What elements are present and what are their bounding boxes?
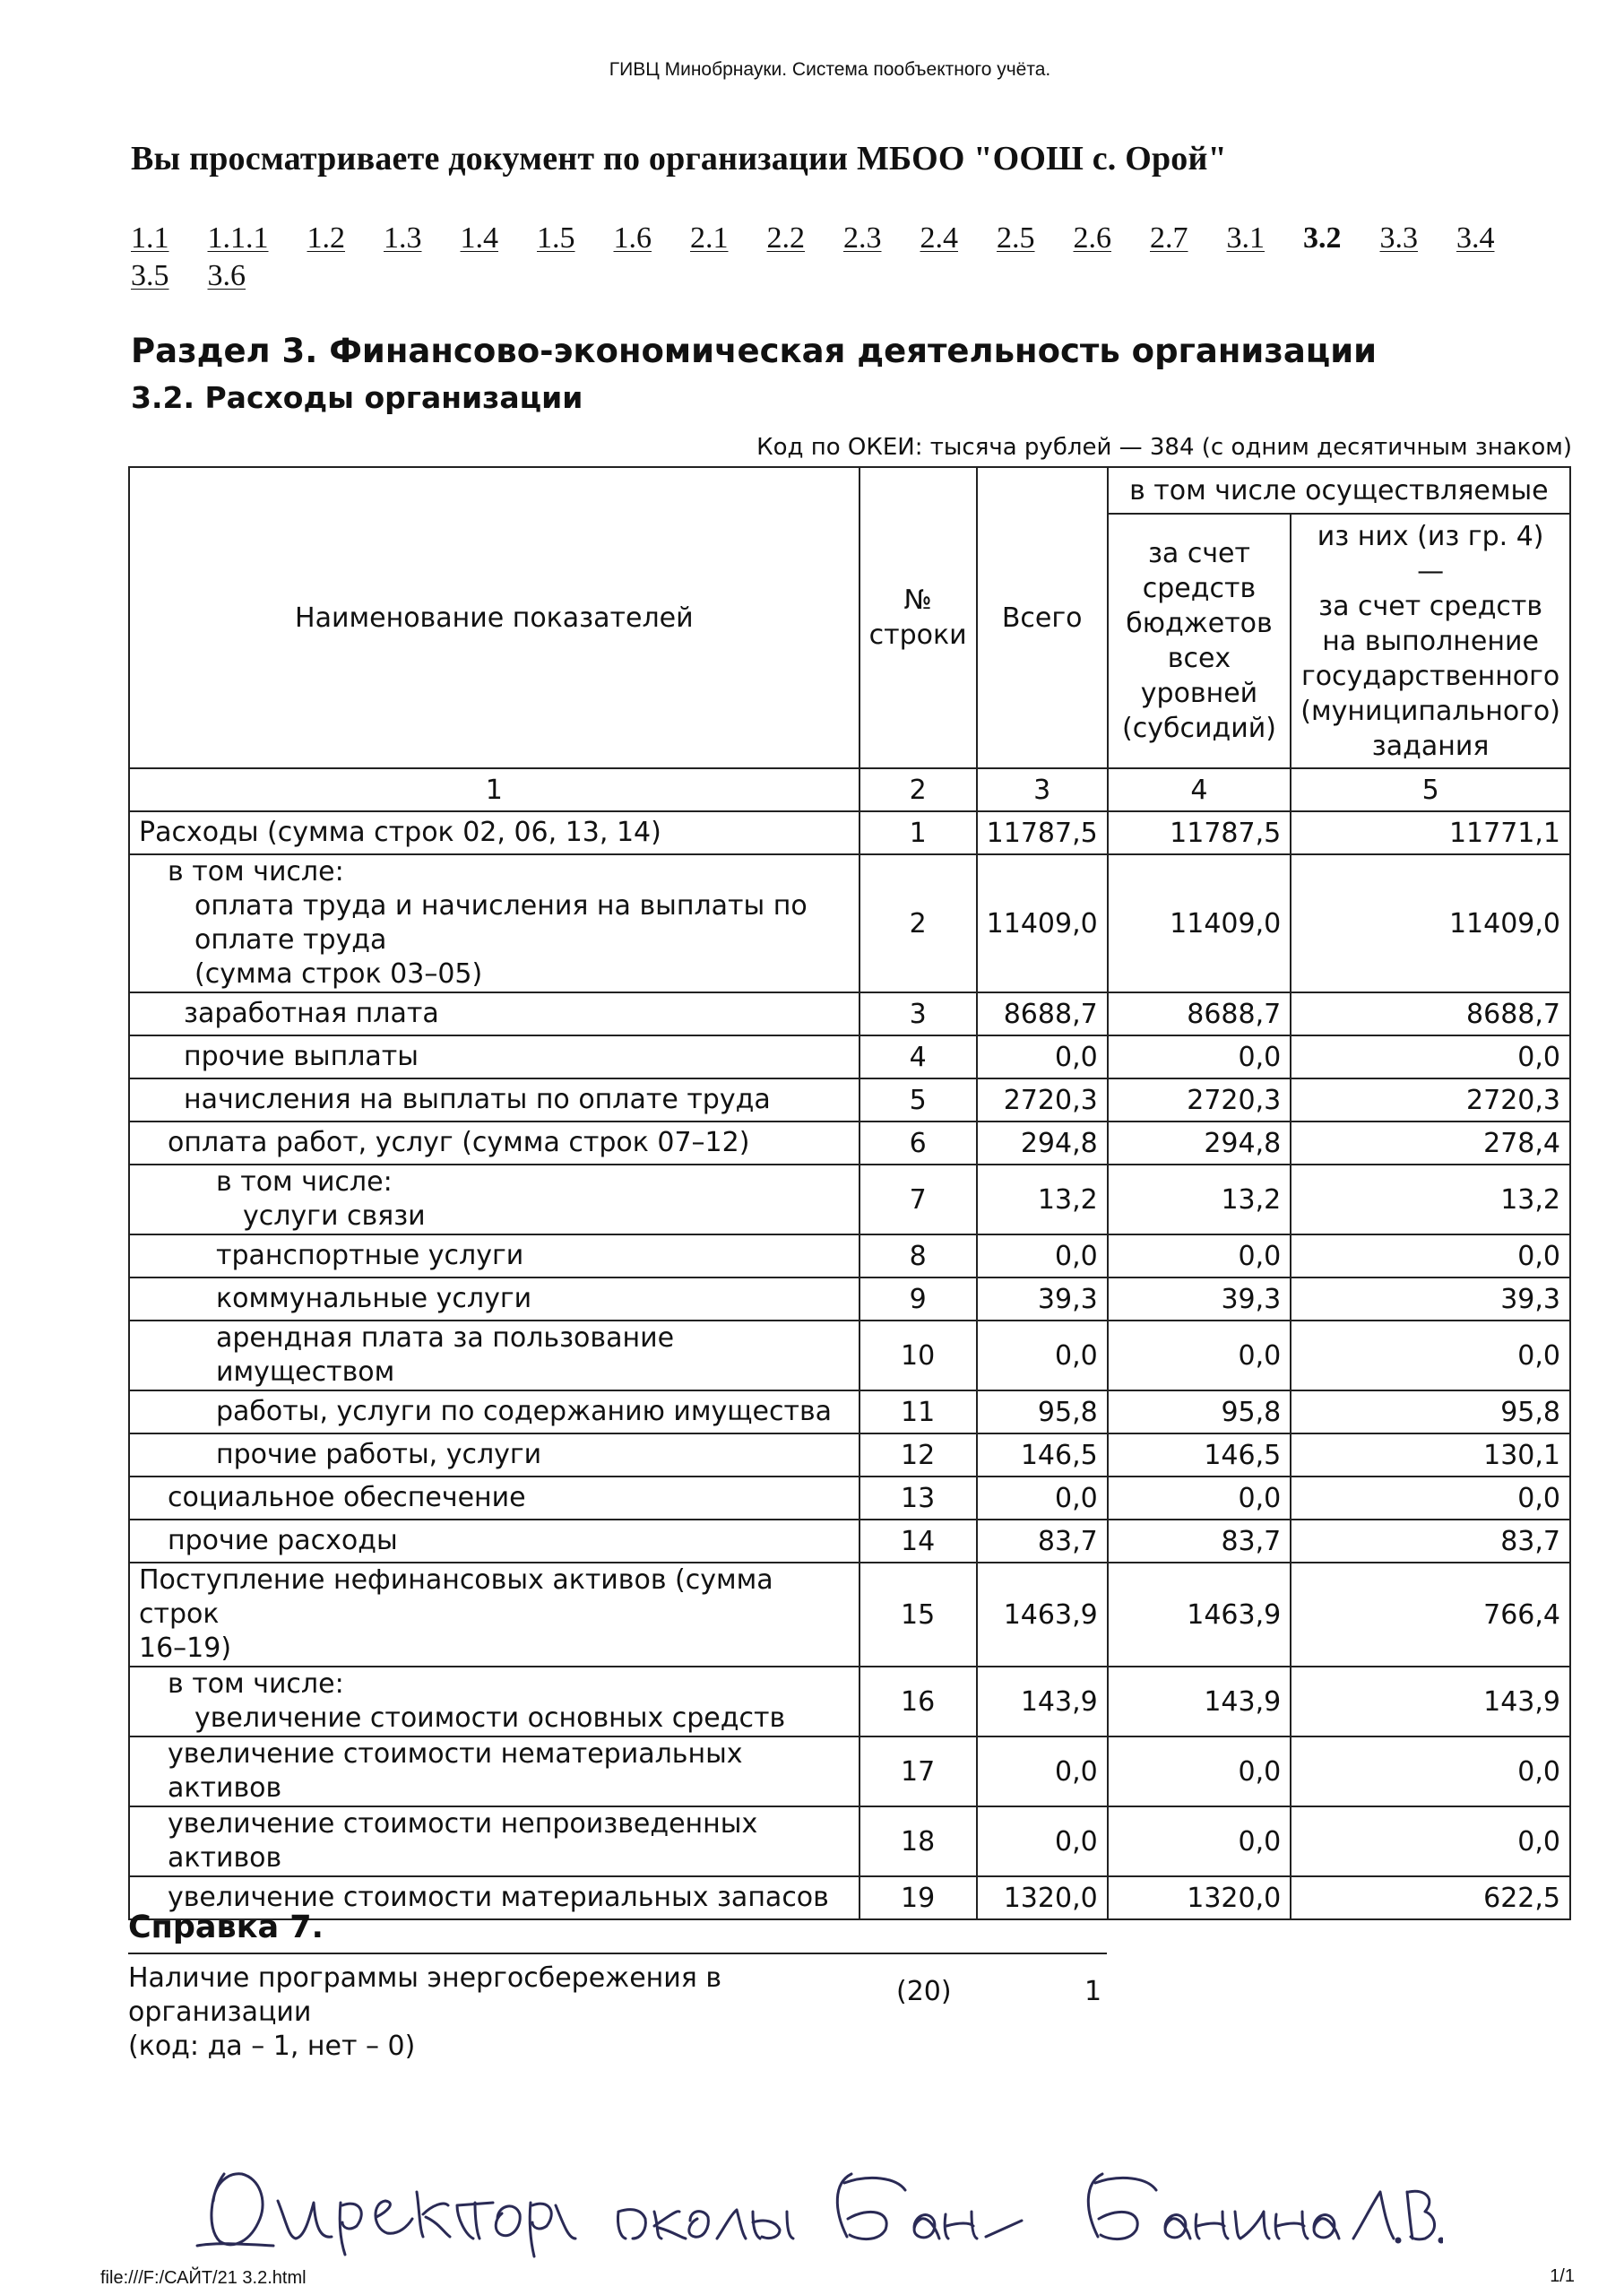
row-budget: 2720,3 (1108, 1078, 1291, 1122)
row-total: 95,8 (977, 1390, 1108, 1433)
row-budget: 0,0 (1108, 1477, 1291, 1520)
row-name: Расходы (сумма строк 02, 06, 13, 14) (129, 811, 860, 854)
row-budget: 146,5 (1108, 1433, 1291, 1477)
row-total: 0,0 (977, 1477, 1108, 1520)
row-number: 5 (860, 1078, 977, 1122)
table-row (129, 854, 1570, 992)
row-total: 0,0 (977, 1234, 1108, 1277)
row-total: 0,0 (977, 1806, 1108, 1876)
header-total: Всего (977, 467, 1108, 768)
row-assignment: 95,8 (1291, 1390, 1570, 1433)
row-number: 3 (860, 992, 977, 1035)
row-assignment: 0,0 (1291, 1321, 1570, 1390)
row-budget: 8688,7 (1108, 992, 1291, 1035)
table-row (129, 811, 1570, 854)
row-assignment: 0,0 (1291, 1806, 1570, 1876)
row-name: прочие выплаты (129, 1035, 860, 1078)
row-budget: 0,0 (1108, 1736, 1291, 1806)
nav-link-2-5[interactable]: 2.5 (997, 221, 1035, 255)
table-row (129, 1165, 1570, 1234)
nav-link-1-3[interactable]: 1.3 (384, 221, 422, 255)
footer-file-path: file:///F:/САЙТ/21 3.2.html (100, 2268, 307, 2288)
row-total: 11409,0 (977, 854, 1108, 992)
row-total: 146,5 (977, 1433, 1108, 1477)
table-row (129, 1876, 1570, 1919)
row-number: 8 (860, 1234, 977, 1277)
row-name: арендная плата за пользование имуществом (129, 1321, 860, 1390)
header-name: Наименование показателей (129, 467, 860, 768)
row-assignment: 143,9 (1291, 1667, 1570, 1736)
col-number: 5 (1291, 768, 1570, 811)
row-assignment: 0,0 (1291, 1736, 1570, 1806)
row-assignment: 0,0 (1291, 1477, 1570, 1520)
row-total: 1463,9 (977, 1563, 1108, 1667)
row-name: в том числе: оплата труда и начисления на выплаты по оплате труда (сумма строк 03–05) (129, 854, 860, 992)
row-name: начисления на выплаты по оплате труда (129, 1078, 860, 1122)
row-total: 1320,0 (977, 1876, 1108, 1919)
divider (128, 1953, 1107, 1954)
nav-link-1-1[interactable]: 1.1 (131, 221, 169, 255)
row-name: прочие работы, услуги (129, 1433, 860, 1477)
nav-current-3-2: 3.2 (1303, 221, 1342, 255)
nav-link-1-1-1[interactable]: 1.1.1 (207, 221, 269, 255)
document-title: Вы просматриваете документ по организации МБОО "ООШ с. Орой" (131, 140, 1227, 178)
spravka-code: (20) (896, 1976, 952, 2007)
nav-link-2-4[interactable]: 2.4 (920, 221, 958, 255)
spravka-title: Справка 7. (128, 1910, 324, 1945)
row-budget: 0,0 (1108, 1321, 1291, 1390)
row-name: социальное обеспечение (129, 1477, 860, 1520)
row-budget: 11409,0 (1108, 854, 1291, 992)
table-row (129, 1477, 1570, 1520)
handwritten-signature (188, 2156, 1443, 2264)
row-name: увеличение стоимости материальных запасов (129, 1876, 860, 1919)
table-row (129, 1520, 1570, 1563)
table-row (129, 1122, 1570, 1165)
row-assignment: 39,3 (1291, 1277, 1570, 1321)
row-name: заработная плата (129, 992, 860, 1035)
spravka-value: 1 (1084, 1976, 1102, 2007)
row-total: 294,8 (977, 1122, 1108, 1165)
row-name: транспортные услуги (129, 1234, 860, 1277)
nav-link-1-2[interactable]: 1.2 (307, 221, 345, 255)
col-number: 4 (1108, 768, 1291, 811)
row-number: 12 (860, 1433, 977, 1477)
row-number: 2 (860, 854, 977, 992)
row-budget: 95,8 (1108, 1390, 1291, 1433)
nav-link-2-7[interactable]: 2.7 (1150, 221, 1188, 255)
section-nav (131, 220, 1547, 295)
row-budget: 83,7 (1108, 1520, 1291, 1563)
table-row (129, 1035, 1570, 1078)
nav-link-2-3[interactable]: 2.3 (843, 221, 882, 255)
row-number: 19 (860, 1876, 977, 1919)
row-budget: 143,9 (1108, 1667, 1291, 1736)
header-assignment: из них (из гр. 4) — за счет средств на выполнение государственного (муниципального) задания (1291, 514, 1570, 768)
column-numbers-row (129, 768, 1570, 811)
row-assignment: 8688,7 (1291, 992, 1570, 1035)
row-budget: 13,2 (1108, 1165, 1291, 1234)
header-row-no: № строки (860, 467, 977, 768)
row-name: оплата работ, услуг (сумма строк 07–12) (129, 1122, 860, 1165)
footer-page-number: 1/1 (1550, 2266, 1575, 2286)
row-number: 16 (860, 1667, 977, 1736)
expenses-table (128, 466, 1571, 1920)
row-name: увеличение стоимости непроизведенных активов (129, 1806, 860, 1876)
table-row (129, 1667, 1570, 1736)
row-name: Поступление нефинансовых активов (сумма строк 16–19) (129, 1563, 860, 1667)
table-row (129, 1321, 1570, 1390)
nav-link-1-6[interactable]: 1.6 (613, 221, 652, 255)
table-row (129, 1563, 1570, 1667)
nav-link-2-6[interactable]: 2.6 (1073, 221, 1111, 255)
row-number: 18 (860, 1806, 977, 1876)
table-header-row (129, 467, 1570, 514)
nav-link-3-5[interactable]: 3.5 (131, 259, 169, 292)
table-row (129, 992, 1570, 1035)
row-budget: 1320,0 (1108, 1876, 1291, 1919)
row-assignment: 130,1 (1291, 1433, 1570, 1477)
nav-link-3-4[interactable]: 3.4 (1456, 221, 1495, 255)
row-total: 0,0 (977, 1736, 1108, 1806)
row-total: 143,9 (977, 1667, 1108, 1736)
col-number: 1 (129, 768, 860, 811)
row-assignment: 622,5 (1291, 1876, 1570, 1919)
row-budget: 0,0 (1108, 1806, 1291, 1876)
table-row (129, 1078, 1570, 1122)
row-budget: 39,3 (1108, 1277, 1291, 1321)
row-assignment: 766,4 (1291, 1563, 1570, 1667)
row-number: 11 (860, 1390, 977, 1433)
subsection-title: 3.2. Расходы организации (131, 380, 583, 415)
row-total: 11787,5 (977, 811, 1108, 854)
row-budget: 294,8 (1108, 1122, 1291, 1165)
row-assignment: 2720,3 (1291, 1078, 1570, 1122)
col-number: 2 (860, 768, 977, 811)
row-number: 1 (860, 811, 977, 854)
row-number: 6 (860, 1122, 977, 1165)
row-name: в том числе: увеличение стоимости основных средств (129, 1667, 860, 1736)
nav-link-3-3[interactable]: 3.3 (1379, 221, 1418, 255)
row-number: 7 (860, 1165, 977, 1234)
row-assignment: 13,2 (1291, 1165, 1570, 1234)
header-including: в том числе осуществляемые (1108, 467, 1570, 514)
row-total: 8688,7 (977, 992, 1108, 1035)
row-number: 14 (860, 1520, 977, 1563)
row-number: 9 (860, 1277, 977, 1321)
row-assignment: 0,0 (1291, 1035, 1570, 1078)
nav-link-3-6[interactable]: 3.6 (207, 259, 246, 292)
system-header: ГИВЦ Минобрнауки. Система пообъектного учёта. (609, 59, 1051, 80)
row-name: в том числе: услуги связи (129, 1165, 860, 1234)
row-total: 0,0 (977, 1035, 1108, 1078)
table-row (129, 1234, 1570, 1277)
row-number: 4 (860, 1035, 977, 1078)
row-total: 83,7 (977, 1520, 1108, 1563)
row-assignment: 0,0 (1291, 1234, 1570, 1277)
row-budget: 1463,9 (1108, 1563, 1291, 1667)
table-row (129, 1433, 1570, 1477)
nav-link-1-5[interactable]: 1.5 (537, 221, 575, 255)
table-row (129, 1390, 1570, 1433)
row-number: 10 (860, 1321, 977, 1390)
header-budget: за счет средств бюджетов всех уровней (субсидий) (1108, 514, 1291, 768)
row-number: 15 (860, 1563, 977, 1667)
table-row (129, 1277, 1570, 1321)
okei-note: Код по ОКЕИ: тысяча рублей — 384 (с одним десятичным знаком) (756, 434, 1572, 461)
row-name: коммунальные услуги (129, 1277, 860, 1321)
table-row (129, 1806, 1570, 1876)
nav-link-2-1[interactable]: 2.1 (690, 221, 729, 255)
table-row (129, 1736, 1570, 1806)
spravka-text: Наличие программы энергосбережения в организации (код: да – 1, нет – 0) (128, 1962, 722, 2062)
nav-link-1-4[interactable]: 1.4 (460, 221, 498, 255)
row-name: работы, услуги по содержанию имущества (129, 1390, 860, 1433)
row-budget: 0,0 (1108, 1035, 1291, 1078)
row-name: прочие расходы (129, 1520, 860, 1563)
section-title: Раздел 3. Финансово-экономическая деятельность организации (131, 332, 1378, 370)
nav-link-2-2[interactable]: 2.2 (766, 221, 805, 255)
col-number: 3 (977, 768, 1108, 811)
row-assignment: 11771,1 (1291, 811, 1570, 854)
row-number: 17 (860, 1736, 977, 1806)
row-assignment: 83,7 (1291, 1520, 1570, 1563)
row-total: 2720,3 (977, 1078, 1108, 1122)
row-budget: 0,0 (1108, 1234, 1291, 1277)
row-budget: 11787,5 (1108, 811, 1291, 854)
row-assignment: 11409,0 (1291, 854, 1570, 992)
row-total: 0,0 (977, 1321, 1108, 1390)
row-number: 13 (860, 1477, 977, 1520)
row-assignment: 278,4 (1291, 1122, 1570, 1165)
row-total: 39,3 (977, 1277, 1108, 1321)
row-total: 13,2 (977, 1165, 1108, 1234)
row-name: увеличение стоимости нематериальных активов (129, 1736, 860, 1806)
nav-link-3-1[interactable]: 3.1 (1226, 221, 1265, 255)
